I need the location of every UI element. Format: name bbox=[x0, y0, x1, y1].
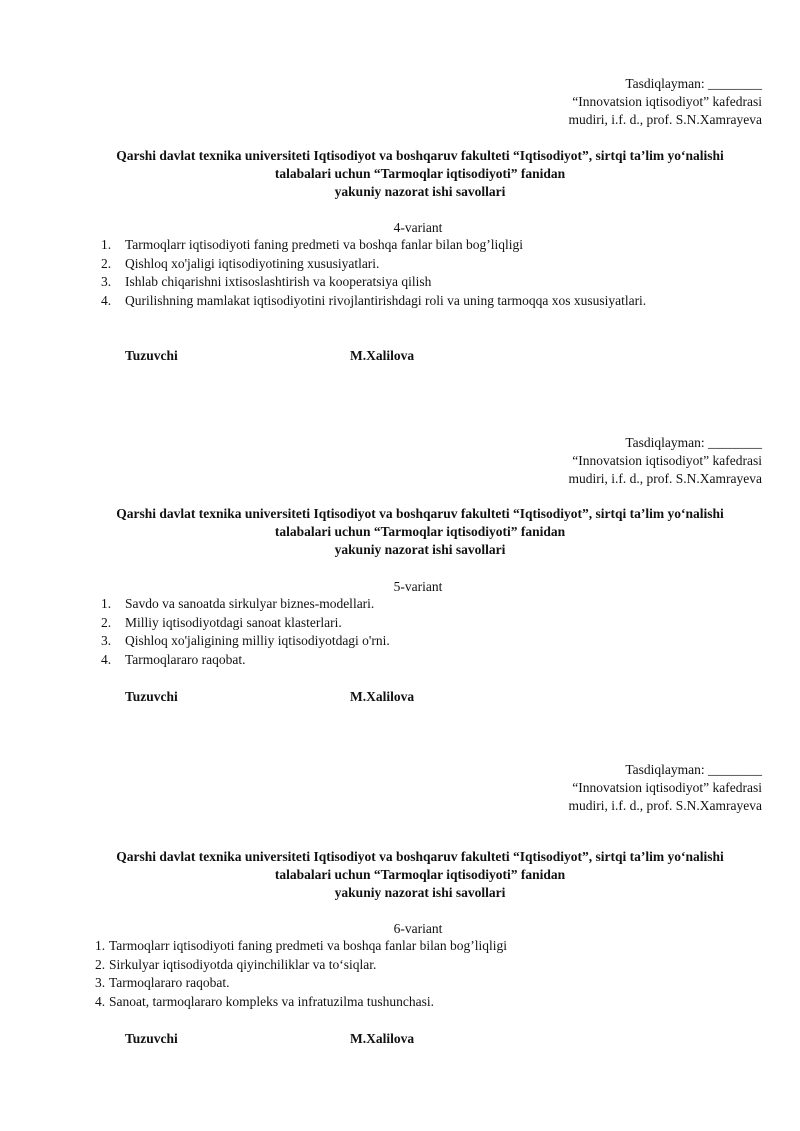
title-line: yakuniy nazorat ishi savollari bbox=[334, 542, 506, 557]
department-line: “Innovatsion iqtisodiyot” kafedrasi bbox=[572, 453, 762, 468]
question-text: Savdo va sanoatda sirkulyar biznes-modellari. bbox=[125, 596, 375, 611]
list-item bbox=[95, 993, 507, 1012]
title-line: talabalari uchun “Tarmoqlar iqtisodiyoti” fanidan bbox=[274, 867, 566, 882]
title-line: Qarshi davlat texnika universiteti Iqtisodiyot va boshqaruv fakulteti “Iqtisodiyot”, sirtqi ta’lim yo‘nalishi bbox=[116, 148, 724, 163]
list-item bbox=[101, 273, 646, 292]
department-line: “Innovatsion iqtisodiyot” kafedrasi bbox=[572, 94, 762, 109]
compiler-label: Tuzuvchi bbox=[125, 689, 178, 704]
compiler-name: M.Xalilova bbox=[350, 348, 415, 363]
item-number: 1. bbox=[101, 596, 112, 611]
question-list bbox=[95, 937, 507, 1011]
title-line: yakuniy nazorat ishi savollari bbox=[334, 885, 506, 900]
item-number: 3. bbox=[101, 633, 112, 648]
item-number: 2. bbox=[95, 956, 106, 972]
title-line: talabalari uchun “Tarmoqlar iqtisodiyoti” fanidan bbox=[274, 166, 566, 181]
approval-line: Tasdiqlayman: ________ bbox=[625, 762, 762, 777]
approval-block bbox=[569, 75, 762, 129]
list-item bbox=[101, 255, 646, 274]
department-line: “Innovatsion iqtisodiyot” kafedrasi bbox=[572, 780, 762, 795]
approval-line: Tasdiqlayman: ________ bbox=[625, 435, 762, 450]
document-title bbox=[60, 505, 780, 559]
question-text: Sanoat, tarmoqlararo kompleks va infratuzilma tushunchasi. bbox=[109, 993, 435, 1009]
list-item bbox=[101, 632, 390, 651]
question-text: Tarmoqlararo raqobat. bbox=[125, 651, 246, 667]
compiler-name: M.Xalilova bbox=[350, 1031, 415, 1046]
question-text: Ishlab chiqarishni ixtisoslashtirish va kooperatsiya qilish bbox=[125, 274, 432, 289]
item-number: 3. bbox=[95, 975, 106, 990]
question-text: Milliy iqtisodiyotdagi sanoat klasterlari. bbox=[125, 614, 342, 630]
approval-block bbox=[569, 434, 762, 488]
list-item bbox=[101, 292, 646, 311]
item-number: 2. bbox=[101, 614, 112, 630]
compiler-label: Tuzuvchi bbox=[125, 348, 178, 363]
variant-label: 6-variant bbox=[393, 921, 443, 936]
compiler-name: M.Xalilova bbox=[350, 689, 415, 704]
question-text: Tarmoqlararo raqobat. bbox=[109, 975, 230, 990]
item-number: 1. bbox=[95, 938, 106, 953]
title-line: Qarshi davlat texnika universiteti Iqtisodiyot va boshqaruv fakulteti “Iqtisodiyot”, sirtqi ta’lim yo‘nalishi bbox=[116, 849, 724, 864]
question-text: Qurilishning mamlakat iqtisodiyotini rivojlantirishdagi roli va uning tarmoqqa xos xususiyatlari. bbox=[125, 292, 647, 308]
question-text: Sirkulyar iqtisodiyotda qiyinchiliklar va to‘siqlar. bbox=[109, 956, 377, 972]
list-item bbox=[101, 614, 390, 633]
item-number: 1. bbox=[101, 237, 112, 252]
item-number: 3. bbox=[101, 274, 112, 289]
title-line: yakuniy nazorat ishi savollari bbox=[334, 184, 506, 199]
title-line: talabalari uchun “Tarmoqlar iqtisodiyoti” fanidan bbox=[274, 524, 566, 539]
list-item bbox=[95, 937, 507, 956]
head-of-department-line: mudiri, i.f. d., prof. S.N.Xamrayeva bbox=[568, 112, 762, 127]
item-number: 4. bbox=[101, 292, 112, 308]
question-list bbox=[101, 595, 390, 669]
head-of-department-line: mudiri, i.f. d., prof. S.N.Xamrayeva bbox=[568, 471, 762, 486]
question-text: Qishloq xo'jaligi iqtisodiyotining xususiyatlari. bbox=[125, 255, 380, 271]
head-of-department-line: mudiri, i.f. d., prof. S.N.Xamrayeva bbox=[568, 798, 762, 813]
document-title bbox=[60, 147, 780, 201]
variant-label: 5-variant bbox=[393, 579, 443, 594]
list-item bbox=[101, 236, 646, 255]
compiler-label: Tuzuvchi bbox=[125, 1031, 178, 1046]
question-list bbox=[101, 236, 646, 310]
question-text: Qishloq xo'jaligining milliy iqtisodiyotdagi o'rni. bbox=[125, 633, 390, 648]
list-item bbox=[95, 956, 507, 975]
list-item bbox=[101, 651, 390, 670]
variant-label: 4-variant bbox=[393, 220, 443, 235]
list-item bbox=[95, 974, 507, 993]
approval-line: Tasdiqlayman: ________ bbox=[625, 76, 762, 91]
item-number: 4. bbox=[101, 651, 112, 667]
document-title bbox=[60, 848, 780, 902]
question-text: Tarmoqlarr iqtisodiyoti faning predmeti va boshqa fanlar bilan bog’liqligi bbox=[125, 237, 523, 252]
item-number: 4. bbox=[95, 993, 106, 1009]
title-line: Qarshi davlat texnika universiteti Iqtisodiyot va boshqaruv fakulteti “Iqtisodiyot”, sirtqi ta’lim yo‘nalishi bbox=[116, 506, 724, 521]
item-number: 2. bbox=[101, 255, 112, 271]
list-item bbox=[101, 595, 390, 614]
question-text: Tarmoqlarr iqtisodiyoti faning predmeti va boshqa fanlar bilan bog’liqligi bbox=[109, 938, 507, 953]
approval-block bbox=[569, 761, 762, 815]
